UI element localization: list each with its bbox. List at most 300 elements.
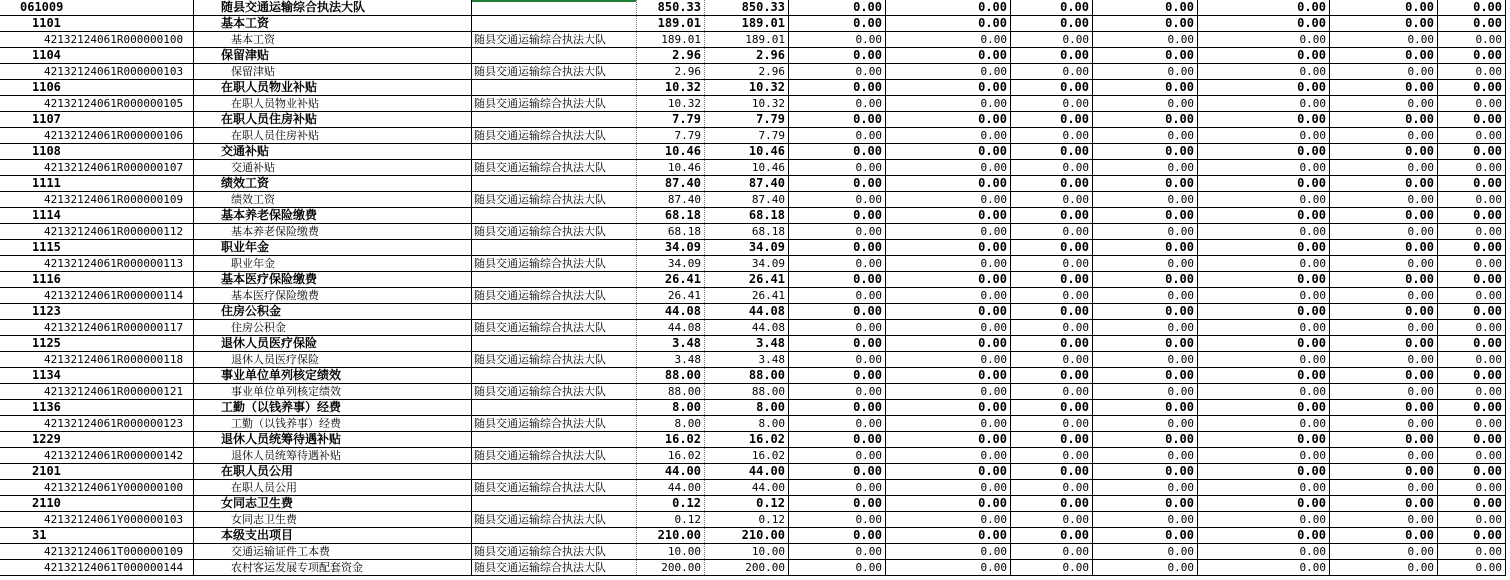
cell-amount-2[interactable]: 7.79 [705,128,789,143]
cell-amount-9[interactable]: 0.00 [1438,112,1506,127]
cell-amount-8[interactable]: 0.00 [1330,128,1438,143]
cell-amount-3[interactable]: 0.00 [789,64,886,79]
cell-organization[interactable] [471,368,637,383]
table-row[interactable] [0,544,1506,560]
cell-amount-5[interactable]: 0.00 [1011,256,1093,271]
cell-amount-2[interactable]: 10.00 [705,544,789,559]
cell-amount-7[interactable]: 0.00 [1198,512,1330,527]
cell-organization[interactable] [471,336,637,351]
cell-organization[interactable]: 随县交通运输综合执法大队 [471,480,637,495]
cell-name[interactable]: 基本工资 [193,32,471,47]
cell-amount-4[interactable]: 0.00 [886,32,1011,47]
cell-amount-1[interactable]: 88.00 [637,368,705,383]
cell-amount-1[interactable]: 210.00 [637,528,705,543]
cell-amount-6[interactable]: 0.00 [1093,416,1198,431]
cell-amount-5[interactable]: 0.00 [1011,416,1093,431]
cell-amount-4[interactable]: 0.00 [886,336,1011,351]
cell-organization[interactable] [471,16,637,31]
cell-amount-6[interactable]: 0.00 [1093,16,1198,31]
cell-name[interactable]: 基本医疗保险缴费 [193,288,471,303]
cell-name[interactable]: 随县交通运输综合执法大队 [193,0,471,15]
cell-amount-1[interactable]: 0.12 [637,512,705,527]
cell-amount-2[interactable]: 0.12 [705,496,789,511]
cell-amount-2[interactable]: 0.12 [705,512,789,527]
cell-organization[interactable]: 随县交通运输综合执法大队 [471,384,637,399]
cell-amount-2[interactable]: 34.09 [705,256,789,271]
cell-amount-3[interactable]: 0.00 [789,288,886,303]
cell-amount-6[interactable]: 0.00 [1093,96,1198,111]
cell-name[interactable]: 保留津贴 [193,64,471,79]
cell-amount-1[interactable]: 16.02 [637,448,705,463]
table-row[interactable] [0,224,1506,240]
cell-amount-9[interactable]: 0.00 [1438,288,1506,303]
cell-organization[interactable]: 随县交通运输综合执法大队 [471,352,637,367]
cell-name[interactable]: 女同志卫生费 [193,496,471,511]
cell-amount-7[interactable]: 0.00 [1198,304,1330,319]
cell-amount-1[interactable]: 34.09 [637,240,705,255]
table-row[interactable] [0,320,1506,336]
cell-amount-6[interactable]: 0.00 [1093,272,1198,287]
cell-amount-7[interactable]: 0.00 [1198,272,1330,287]
cell-code[interactable]: 1106 [32,80,61,94]
cell-name[interactable]: 基本医疗保险缴费 [193,272,471,287]
cell-name[interactable]: 退休人员统筹待遇补贴 [193,432,471,447]
cell-amount-7[interactable]: 0.00 [1198,288,1330,303]
cell-amount-6[interactable]: 0.00 [1093,528,1198,543]
cell-amount-3[interactable]: 0.00 [789,0,886,15]
cell-amount-7[interactable]: 0.00 [1198,160,1330,175]
cell-amount-8[interactable]: 0.00 [1330,144,1438,159]
cell-amount-6[interactable]: 0.00 [1093,80,1198,95]
cell-amount-9[interactable]: 0.00 [1438,432,1506,447]
cell-amount-6[interactable]: 0.00 [1093,400,1198,415]
cell-amount-7[interactable]: 0.00 [1198,544,1330,559]
cell-amount-7[interactable]: 0.00 [1198,240,1330,255]
cell-amount-5[interactable]: 0.00 [1011,496,1093,511]
cell-amount-2[interactable]: 2.96 [705,64,789,79]
cell-amount-9[interactable]: 0.00 [1438,128,1506,143]
cell-amount-1[interactable]: 26.41 [637,272,705,287]
cell-amount-8[interactable]: 0.00 [1330,240,1438,255]
cell-name[interactable]: 退休人员统筹待遇补贴 [193,448,471,463]
cell-code[interactable]: 42132124061R000000121 [44,385,184,398]
cell-amount-5[interactable]: 0.00 [1011,560,1093,575]
cell-amount-2[interactable]: 7.79 [705,112,789,127]
cell-amount-5[interactable]: 0.00 [1011,528,1093,543]
cell-amount-5[interactable]: 0.00 [1011,464,1093,479]
cell-amount-5[interactable]: 0.00 [1011,176,1093,191]
cell-amount-1[interactable]: 16.02 [637,432,705,447]
cell-amount-2[interactable]: 26.41 [705,288,789,303]
cell-amount-3[interactable]: 0.00 [789,416,886,431]
cell-amount-5[interactable]: 0.00 [1011,368,1093,383]
cell-amount-2[interactable]: 3.48 [705,336,789,351]
cell-code[interactable]: 2101 [32,464,61,478]
cell-amount-2[interactable]: 44.08 [705,320,789,335]
cell-amount-3[interactable]: 0.00 [789,208,886,223]
cell-amount-7[interactable]: 0.00 [1198,208,1330,223]
cell-amount-5[interactable]: 0.00 [1011,272,1093,287]
cell-amount-8[interactable]: 0.00 [1330,32,1438,47]
cell-amount-2[interactable]: 8.00 [705,400,789,415]
cell-code[interactable]: 42132124061T000000144 [44,561,184,574]
cell-amount-7[interactable]: 0.00 [1198,96,1330,111]
cell-amount-7[interactable]: 0.00 [1198,80,1330,95]
cell-amount-8[interactable]: 0.00 [1330,480,1438,495]
cell-amount-9[interactable]: 0.00 [1438,544,1506,559]
cell-amount-9[interactable]: 0.00 [1438,48,1506,63]
cell-amount-3[interactable]: 0.00 [789,240,886,255]
cell-amount-2[interactable]: 8.00 [705,416,789,431]
cell-amount-9[interactable]: 0.00 [1438,208,1506,223]
cell-amount-3[interactable]: 0.00 [789,480,886,495]
table-row[interactable] [0,176,1506,192]
cell-amount-2[interactable]: 850.33 [705,0,789,15]
cell-name[interactable]: 住房公积金 [193,320,471,335]
cell-organization[interactable]: 随县交通运输综合执法大队 [471,416,637,431]
cell-organization[interactable] [471,80,637,95]
cell-amount-9[interactable]: 0.00 [1438,32,1506,47]
cell-amount-6[interactable]: 0.00 [1093,544,1198,559]
cell-amount-9[interactable]: 0.00 [1438,528,1506,543]
cell-name[interactable]: 农村客运发展专项配套资金 [193,560,471,575]
cell-amount-4[interactable]: 0.00 [886,16,1011,31]
cell-amount-7[interactable]: 0.00 [1198,432,1330,447]
cell-name[interactable]: 事业单位单列核定绩效 [193,384,471,399]
cell-amount-8[interactable]: 0.00 [1330,544,1438,559]
cell-amount-2[interactable]: 88.00 [705,368,789,383]
cell-amount-7[interactable]: 0.00 [1198,464,1330,479]
cell-amount-9[interactable]: 0.00 [1438,464,1506,479]
cell-organization[interactable]: 随县交通运输综合执法大队 [471,512,637,527]
cell-amount-4[interactable]: 0.00 [886,64,1011,79]
cell-amount-9[interactable]: 0.00 [1438,480,1506,495]
cell-amount-3[interactable]: 0.00 [789,320,886,335]
cell-amount-9[interactable]: 0.00 [1438,272,1506,287]
cell-amount-9[interactable]: 0.00 [1438,224,1506,239]
cell-amount-4[interactable]: 0.00 [886,512,1011,527]
cell-amount-5[interactable]: 0.00 [1011,208,1093,223]
table-row[interactable] [0,496,1506,512]
cell-amount-2[interactable]: 88.00 [705,384,789,399]
cell-amount-6[interactable]: 0.00 [1093,432,1198,447]
cell-amount-8[interactable]: 0.00 [1330,160,1438,175]
cell-amount-4[interactable]: 0.00 [886,320,1011,335]
cell-amount-3[interactable]: 0.00 [789,432,886,447]
cell-amount-4[interactable]: 0.00 [886,304,1011,319]
cell-amount-1[interactable]: 34.09 [637,256,705,271]
cell-amount-7[interactable]: 0.00 [1198,336,1330,351]
cell-code[interactable]: 42132124061R000000100 [44,33,184,46]
cell-amount-6[interactable]: 0.00 [1093,448,1198,463]
cell-amount-1[interactable]: 44.00 [637,480,705,495]
cell-amount-6[interactable]: 0.00 [1093,480,1198,495]
cell-name[interactable]: 在职人员公用 [193,464,471,479]
table-row[interactable] [0,0,1506,16]
cell-amount-5[interactable]: 0.00 [1011,304,1093,319]
cell-amount-4[interactable]: 0.00 [886,480,1011,495]
cell-amount-4[interactable]: 0.00 [886,0,1011,15]
cell-amount-2[interactable]: 16.02 [705,448,789,463]
cell-amount-2[interactable]: 87.40 [705,192,789,207]
cell-code[interactable]: 1116 [32,272,61,286]
cell-amount-4[interactable]: 0.00 [886,48,1011,63]
cell-amount-6[interactable]: 0.00 [1093,320,1198,335]
cell-amount-7[interactable]: 0.00 [1198,320,1330,335]
cell-amount-6[interactable]: 0.00 [1093,64,1198,79]
cell-name[interactable]: 住房公积金 [193,304,471,319]
cell-amount-6[interactable]: 0.00 [1093,144,1198,159]
cell-amount-4[interactable]: 0.00 [886,416,1011,431]
cell-organization[interactable]: 随县交通运输综合执法大队 [471,128,637,143]
cell-amount-7[interactable]: 0.00 [1198,16,1330,31]
cell-amount-4[interactable]: 0.00 [886,192,1011,207]
cell-amount-4[interactable]: 0.00 [886,528,1011,543]
cell-amount-1[interactable]: 87.40 [637,176,705,191]
cell-amount-6[interactable]: 0.00 [1093,48,1198,63]
cell-name[interactable]: 职业年金 [193,240,471,255]
cell-amount-5[interactable]: 0.00 [1011,240,1093,255]
cell-name[interactable]: 工勤（以钱养事）经费 [193,416,471,431]
cell-amount-8[interactable]: 0.00 [1330,320,1438,335]
cell-amount-8[interactable]: 0.00 [1330,80,1438,95]
cell-amount-4[interactable]: 0.00 [886,448,1011,463]
cell-amount-3[interactable]: 0.00 [789,16,886,31]
cell-amount-1[interactable]: 10.32 [637,80,705,95]
cell-amount-1[interactable]: 8.00 [637,416,705,431]
cell-amount-5[interactable]: 0.00 [1011,144,1093,159]
table-row[interactable] [0,64,1506,80]
cell-code[interactable]: 1123 [32,304,61,318]
cell-code[interactable]: 42132124061R000000114 [44,289,184,302]
cell-amount-9[interactable]: 0.00 [1438,448,1506,463]
cell-amount-4[interactable]: 0.00 [886,288,1011,303]
cell-amount-5[interactable]: 0.00 [1011,320,1093,335]
cell-amount-6[interactable]: 0.00 [1093,0,1198,15]
cell-amount-3[interactable]: 0.00 [789,544,886,559]
cell-code[interactable]: 1115 [32,240,61,254]
cell-amount-3[interactable]: 0.00 [789,528,886,543]
cell-amount-6[interactable]: 0.00 [1093,352,1198,367]
cell-amount-4[interactable]: 0.00 [886,160,1011,175]
cell-code[interactable]: 1107 [32,112,61,126]
cell-amount-1[interactable]: 189.01 [637,32,705,47]
cell-organization[interactable] [471,208,637,223]
cell-amount-2[interactable]: 10.46 [705,144,789,159]
cell-code[interactable]: 42132124061T000000109 [44,545,184,558]
cell-amount-7[interactable]: 0.00 [1198,368,1330,383]
cell-amount-6[interactable]: 0.00 [1093,128,1198,143]
cell-amount-8[interactable]: 0.00 [1330,368,1438,383]
cell-amount-8[interactable]: 0.00 [1330,400,1438,415]
cell-amount-1[interactable]: 10.00 [637,544,705,559]
cell-amount-4[interactable]: 0.00 [886,144,1011,159]
cell-name[interactable]: 绩效工资 [193,192,471,207]
cell-amount-9[interactable]: 0.00 [1438,400,1506,415]
cell-amount-5[interactable]: 0.00 [1011,128,1093,143]
cell-amount-5[interactable]: 0.00 [1011,224,1093,239]
cell-amount-6[interactable]: 0.00 [1093,224,1198,239]
cell-amount-3[interactable]: 0.00 [789,32,886,47]
cell-amount-2[interactable]: 16.02 [705,432,789,447]
cell-amount-7[interactable]: 0.00 [1198,256,1330,271]
cell-amount-8[interactable]: 0.00 [1330,304,1438,319]
cell-amount-2[interactable]: 10.32 [705,96,789,111]
cell-amount-5[interactable]: 0.00 [1011,48,1093,63]
cell-organization[interactable] [471,48,637,63]
cell-name[interactable]: 在职人员物业补贴 [193,96,471,111]
cell-amount-3[interactable]: 0.00 [789,224,886,239]
cell-amount-5[interactable]: 0.00 [1011,432,1093,447]
cell-amount-2[interactable]: 2.96 [705,48,789,63]
cell-amount-9[interactable]: 0.00 [1438,496,1506,511]
table-row[interactable] [0,304,1506,320]
cell-amount-7[interactable]: 0.00 [1198,448,1330,463]
cell-amount-1[interactable]: 10.32 [637,96,705,111]
cell-amount-8[interactable]: 0.00 [1330,528,1438,543]
cell-amount-9[interactable]: 0.00 [1438,256,1506,271]
cell-amount-7[interactable]: 0.00 [1198,48,1330,63]
table-row[interactable] [0,32,1506,48]
cell-amount-9[interactable]: 0.00 [1438,80,1506,95]
cell-amount-9[interactable]: 0.00 [1438,0,1506,15]
cell-amount-9[interactable]: 0.00 [1438,320,1506,335]
cell-organization[interactable] [471,144,637,159]
cell-amount-3[interactable]: 0.00 [789,448,886,463]
cell-amount-1[interactable]: 88.00 [637,384,705,399]
cell-amount-9[interactable]: 0.00 [1438,240,1506,255]
cell-amount-3[interactable]: 0.00 [789,128,886,143]
cell-amount-1[interactable]: 189.01 [637,16,705,31]
table-row[interactable] [0,416,1506,432]
cell-amount-1[interactable]: 68.18 [637,224,705,239]
cell-code[interactable]: 42132124061R000000109 [44,193,184,206]
cell-amount-1[interactable]: 2.96 [637,48,705,63]
cell-amount-6[interactable]: 0.00 [1093,208,1198,223]
table-row[interactable] [0,16,1506,32]
table-row[interactable] [0,208,1506,224]
cell-organization[interactable] [471,304,637,319]
cell-code[interactable]: 31 [32,528,47,542]
cell-amount-4[interactable]: 0.00 [886,240,1011,255]
cell-amount-6[interactable]: 0.00 [1093,160,1198,175]
cell-amount-1[interactable]: 7.79 [637,112,705,127]
cell-code[interactable]: 1111 [32,176,61,190]
table-row[interactable] [0,112,1506,128]
cell-name[interactable]: 职业年金 [193,256,471,271]
cell-amount-1[interactable]: 8.00 [637,400,705,415]
cell-amount-7[interactable]: 0.00 [1198,64,1330,79]
cell-amount-4[interactable]: 0.00 [886,224,1011,239]
table-row[interactable] [0,128,1506,144]
cell-amount-5[interactable]: 0.00 [1011,0,1093,15]
cell-organization[interactable]: 随县交通运输综合执法大队 [471,544,637,559]
cell-organization[interactable] [471,176,637,191]
cell-code[interactable]: 1108 [32,144,61,158]
cell-amount-9[interactable]: 0.00 [1438,336,1506,351]
cell-amount-8[interactable]: 0.00 [1330,192,1438,207]
cell-name[interactable]: 基本工资 [193,16,471,31]
cell-organization[interactable]: 随县交通运输综合执法大队 [471,224,637,239]
cell-amount-7[interactable]: 0.00 [1198,352,1330,367]
cell-amount-9[interactable]: 0.00 [1438,512,1506,527]
cell-amount-6[interactable]: 0.00 [1093,240,1198,255]
cell-amount-1[interactable]: 3.48 [637,336,705,351]
cell-organization[interactable]: 随县交通运输综合执法大队 [471,288,637,303]
cell-organization[interactable] [471,496,637,511]
cell-amount-3[interactable]: 0.00 [789,352,886,367]
cell-amount-1[interactable]: 850.33 [637,0,705,15]
cell-name[interactable]: 交通补贴 [193,144,471,159]
cell-amount-9[interactable]: 0.00 [1438,416,1506,431]
cell-name[interactable]: 在职人员物业补贴 [193,80,471,95]
cell-amount-7[interactable]: 0.00 [1198,416,1330,431]
table-row[interactable] [0,96,1506,112]
cell-amount-8[interactable]: 0.00 [1330,416,1438,431]
cell-amount-6[interactable]: 0.00 [1093,112,1198,127]
table-row[interactable] [0,48,1506,64]
cell-amount-3[interactable]: 0.00 [789,304,886,319]
cell-amount-3[interactable]: 0.00 [789,384,886,399]
cell-amount-1[interactable]: 0.12 [637,496,705,511]
cell-amount-2[interactable]: 44.08 [705,304,789,319]
cell-amount-7[interactable]: 0.00 [1198,128,1330,143]
cell-amount-6[interactable]: 0.00 [1093,256,1198,271]
table-row[interactable] [0,528,1506,544]
cell-amount-7[interactable]: 0.00 [1198,192,1330,207]
cell-amount-7[interactable]: 0.00 [1198,224,1330,239]
cell-code[interactable]: 42132124061R000000105 [44,97,184,110]
cell-amount-8[interactable]: 0.00 [1330,256,1438,271]
cell-amount-5[interactable]: 0.00 [1011,192,1093,207]
table-row[interactable] [0,240,1506,256]
cell-name[interactable]: 退休人员医疗保险 [193,352,471,367]
cell-amount-9[interactable]: 0.00 [1438,96,1506,111]
table-row[interactable] [0,448,1506,464]
cell-amount-2[interactable]: 189.01 [705,32,789,47]
cell-amount-4[interactable]: 0.00 [886,384,1011,399]
cell-amount-4[interactable]: 0.00 [886,112,1011,127]
cell-amount-4[interactable]: 0.00 [886,80,1011,95]
cell-code[interactable]: 42132124061R000000113 [44,257,184,270]
cell-amount-9[interactable]: 0.00 [1438,176,1506,191]
cell-organization[interactable]: 随县交通运输综合执法大队 [471,64,637,79]
cell-amount-7[interactable]: 0.00 [1198,0,1330,15]
cell-amount-8[interactable]: 0.00 [1330,352,1438,367]
cell-amount-7[interactable]: 0.00 [1198,176,1330,191]
cell-amount-5[interactable]: 0.00 [1011,96,1093,111]
cell-name[interactable]: 事业单位单列核定绩效 [193,368,471,383]
cell-amount-6[interactable]: 0.00 [1093,496,1198,511]
cell-amount-8[interactable]: 0.00 [1330,112,1438,127]
table-row[interactable] [0,256,1506,272]
cell-organization[interactable] [471,400,637,415]
cell-amount-9[interactable]: 0.00 [1438,160,1506,175]
cell-code[interactable]: 1101 [32,16,61,30]
cell-amount-2[interactable]: 210.00 [705,528,789,543]
table-row[interactable] [0,336,1506,352]
cell-amount-6[interactable]: 0.00 [1093,464,1198,479]
cell-amount-9[interactable]: 0.00 [1438,64,1506,79]
cell-amount-9[interactable]: 0.00 [1438,304,1506,319]
cell-amount-9[interactable]: 0.00 [1438,384,1506,399]
cell-code[interactable]: 42132124061R000000142 [44,449,184,462]
cell-amount-5[interactable]: 0.00 [1011,336,1093,351]
cell-amount-3[interactable]: 0.00 [789,160,886,175]
cell-amount-4[interactable]: 0.00 [886,560,1011,575]
cell-amount-3[interactable]: 0.00 [789,112,886,127]
cell-name[interactable]: 交通运输证件工本费 [193,544,471,559]
